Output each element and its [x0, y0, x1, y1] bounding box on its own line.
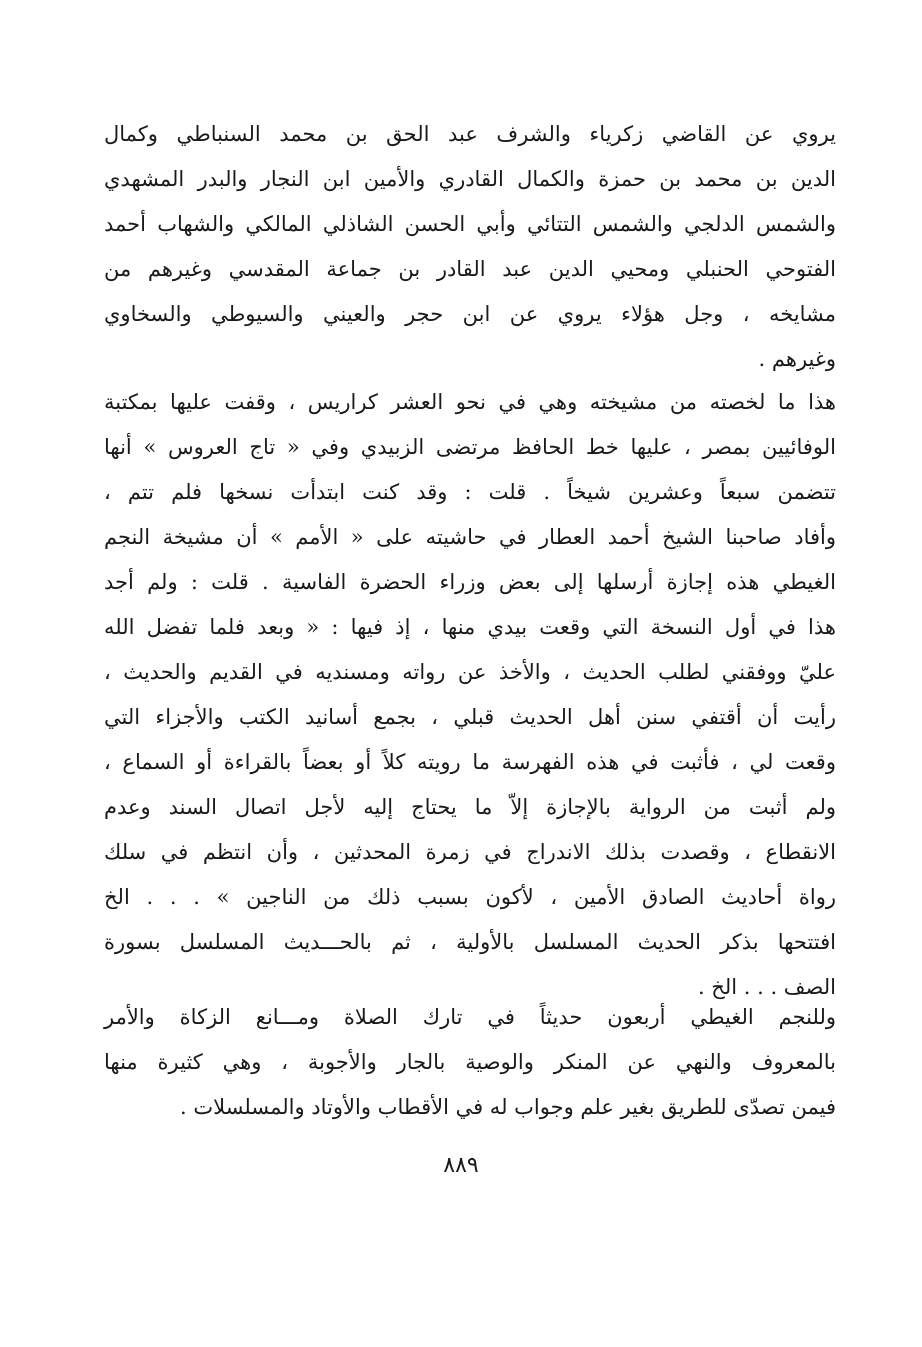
text-line: وغيرهم . — [758, 347, 836, 371]
text-line: افتتحها بذكر الحديث المسلسل بالأولية ، ثم بالحـــديث المسلسل بسورة — [104, 930, 836, 954]
text-line: وقعت لي ، فأثبت في هذه الفهرسة ما رويته كلاً أو بعضاً بالقراءة أو السماع ، — [104, 750, 836, 774]
text-line: الدين بن محمد بن حمزة والكمال القادري والأمين ابن النجار والبدر المشهدي — [104, 167, 836, 191]
text-line: رأيت أن أقتفي سنن أهل الحديث قبلي ، بجمع أسانيد الكتب والأجزاء التي — [104, 705, 836, 729]
text-line: فيمن تصدّى للطريق بغير علم وجواب له في الأقطاب والأوتاد والمسلسلات . — [180, 1095, 836, 1119]
text-line: الوفائيين بمصر ، عليها خط الحافظ مرتضى الزبيدي وفي « تاج العروس » أنها — [104, 435, 836, 459]
text-line: يروي عن القاضي زكرياء والشرف عبد الحق بن محمد السنباطي وكمال — [104, 122, 836, 146]
paragraph-3 — [104, 995, 836, 1130]
text-line: الغيطي هذه إجازة أرسلها إلى بعض وزراء الحضرة الفاسية . قلت : ولم أجد — [104, 570, 836, 594]
text-line: رواة أحاديث الصادق الأمين ، لأكون بسبب ذلك من الناجين » . . . الخ — [104, 885, 836, 909]
text-line: تتضمن سبعاً وعشرين شيخاً . قلت : وقد كنت ابتدأت نسخها فلم تتم ، — [104, 480, 836, 504]
paragraph-2 — [104, 380, 836, 1010]
text-line: وللنجم الغيطي أربعون حديثاً في تارك الصلاة ومـــانع الزكاة والأمر — [104, 1005, 836, 1029]
text-line: هذا في أول النسخة التي وقعت بيدي منها ، إذ فيها : « وبعد فلما تفضل الله — [104, 615, 836, 639]
text-line: بالمعروف والنهي عن المنكر والوصية بالجار والأجوبة ، وهي كثيرة منها — [104, 1050, 836, 1074]
text-line: مشايخه ، وجل هؤلاء يروي عن ابن حجر والعيني والسيوطي والسخاوي — [104, 302, 836, 326]
page-number: ٨٨٩ — [443, 1153, 479, 1178]
text-line: الانقطاع ، وقصدت بذلك الاندراج في زمرة المحدثين ، وأن انتظم في سلك — [104, 840, 836, 864]
text-line: والشمس الدلجي والشمس التتائي وأبي الحسن الشاذلي المالكي والشهاب أحمد — [104, 212, 836, 236]
text-line: وأفاد صاحبنا الشيخ أحمد العطار في حاشيته على « الأمم » أن مشيخة النجم — [104, 525, 836, 549]
text-line: الفتوحي الحنبلي ومحيي الدين عبد القادر بن جماعة المقدسي وغيرهم من — [104, 257, 836, 281]
text-line: عليّ ووفقني لطلب الحديث ، والأخذ عن رواته ومسنديه في القديم والحديث ، — [104, 660, 836, 684]
text-line: هذا ما لخصته من مشيخته وهي في نحو العشر كراريس ، وقفت عليها بمكتبة — [104, 390, 836, 414]
paragraph-1 — [104, 112, 836, 382]
text-line: ولم أثبت من الرواية بالإجازة إلاّ ما يحتاج إليه لأجل اتصال السند وعدم — [104, 795, 836, 819]
text-line: الصف . . . الخ . — [697, 975, 836, 999]
